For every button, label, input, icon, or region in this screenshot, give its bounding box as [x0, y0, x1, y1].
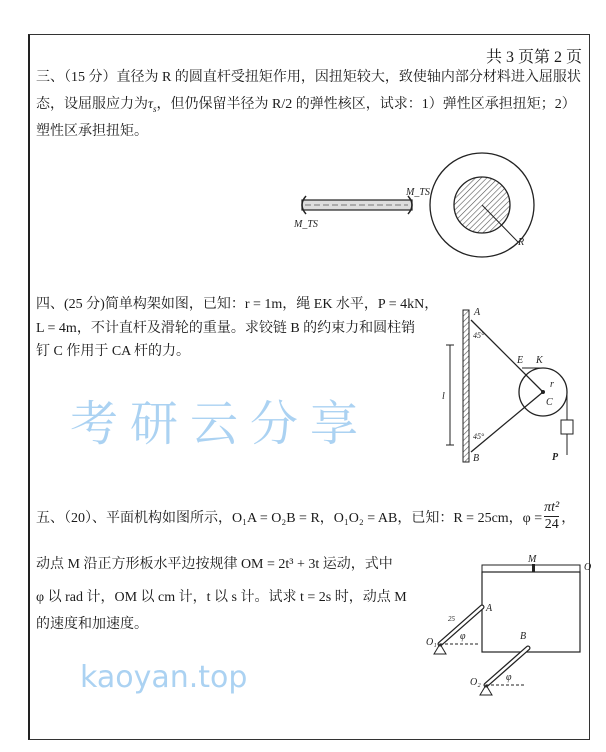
q5-mechanism-figure — [420, 555, 590, 700]
q5-line1-b: O₁A = O₂B = R，O₁O₂ = AB，已知：R = 25cm，φ = — [232, 510, 543, 526]
q4-line3: 钉 C 作用于 CA 杆的力。 — [36, 344, 191, 359]
label-P: P — [552, 452, 559, 463]
label-K: K — [536, 355, 543, 366]
q3-shaft-figure — [290, 165, 550, 255]
label-O2: O₂ — [470, 677, 481, 688]
wall — [463, 310, 469, 462]
point-M — [532, 564, 535, 572]
label-B: B — [520, 631, 527, 642]
q3-line1: 三、（15 分）直径为 R 的圆直杆受扭矩作用，因扭矩较大，致使轴内部分材料进入屈服状 — [36, 70, 581, 85]
phi-denominator: 24 — [544, 517, 559, 532]
label-O1: O₁ — [426, 637, 437, 648]
q5-line1-c: ， — [561, 510, 576, 526]
label-E: E — [517, 355, 524, 366]
q5-line3: φ 以 rad 计，OM 以 cm 计，t 以 s 计。试求 t = 2s 时，动点 M — [36, 590, 407, 605]
phi-numerator: πt² — [544, 500, 560, 515]
label-C: C — [546, 397, 553, 408]
q5-line1-a: 五、（20）、平面机构如图所示， — [36, 510, 232, 526]
weight-box — [561, 420, 573, 434]
page-number: 共 3 页第 2 页 — [485, 49, 582, 66]
q3-line2-a: 态，设屈服应力为 — [36, 97, 148, 112]
phi-fraction — [544, 500, 559, 533]
q3-line2-b: ，但仍保留半径为 R/2 的弹性核区，试求：1）弹性区承担扭矩；2） — [156, 97, 576, 112]
q5-line2: 动点 M 沿正方形板水平边按规律 OM = 2t³ + 3t 运动，式中 — [36, 557, 393, 572]
q4-line2: L = 4m，不计直杆及滑轮的重量。求铰链 B 的约束力和圆柱销 — [36, 321, 416, 336]
label-O: O — [584, 562, 592, 573]
watermark-url: kaoyan.top — [80, 660, 248, 695]
q3-line3: 塑性区承担扭矩。 — [36, 124, 148, 139]
rod-BC — [471, 392, 543, 452]
q5-line1 — [36, 500, 581, 533]
label-B: B — [473, 453, 480, 464]
q5-line4: 的速度和加速度。 — [36, 617, 148, 632]
torque-label-bottom: M_TS — [294, 219, 318, 230]
torque-label-top: M_TS — [406, 187, 430, 198]
label-l: l — [442, 391, 445, 402]
angle-bottom: 45° — [473, 432, 485, 441]
label-r: r — [550, 379, 554, 390]
square-plate — [482, 572, 580, 652]
label-A: A — [474, 307, 481, 318]
label-M: M — [528, 554, 537, 565]
handwritten-note: 25 — [448, 615, 455, 623]
q3-line2 — [36, 93, 576, 114]
label-A: A — [486, 603, 493, 614]
label-phi2: φ — [506, 672, 512, 683]
radius-label: R — [518, 237, 525, 248]
tau-subscript: s — [153, 103, 157, 114]
tau-symbol: τ — [148, 97, 154, 112]
watermark-chinese: 考研云分享 — [70, 396, 371, 452]
plate-top-edge — [482, 565, 580, 572]
q4-frame-figure — [440, 305, 590, 465]
q4-line1: 四、(25 分)简单构架如图，已知：r = 1m，绳 EK 水平，P = 4kN， — [36, 297, 439, 312]
label-phi1: φ — [460, 631, 466, 642]
angle-top: 45° — [473, 331, 485, 340]
